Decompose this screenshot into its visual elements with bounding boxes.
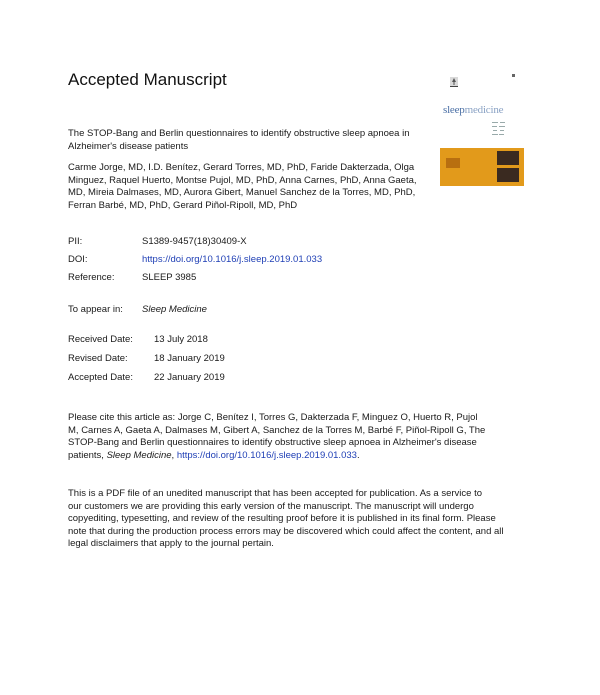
pii-value: S1389-9457(18)30409-X [142, 236, 247, 247]
reference-label: Reference: [68, 272, 115, 283]
accepted-row [68, 372, 225, 384]
disclaimer-line: note that during the production process errors may be discovered which could affect the content, and all [68, 525, 504, 537]
citation-journal: Sleep Medicine [106, 449, 172, 461]
author-list [68, 162, 428, 212]
citation-comma: , [171, 449, 177, 461]
citation-doi-link[interactable]: https://doi.org/10.1016/j.sleep.2019.01.033 [176, 449, 357, 461]
citation-line: Please cite this article as: Jorge C, Benítez I, Torres G, Dakterzada F, Minguez O, Huerto R, Pujol [68, 412, 478, 423]
received-value: 13 July 2018 [154, 334, 208, 345]
doi-link[interactable]: https://doi.org/10.1016/j.sleep.2019.01.033 [142, 254, 323, 265]
citation-line: M, Carnes A, Gaeta A, Dalmases M, Gibert A, Sanchez de la Torres M, Barbé F, Piñol-Ripoll G, The [68, 424, 486, 436]
pii-row [68, 236, 247, 248]
elsevier-tree-icon [449, 76, 459, 88]
author-line: Carme Jorge, MD, I.D. Benítez, Gerard Torres, MD, PhD, Faride Dakterzada, Olga [68, 162, 415, 173]
doi-row [68, 254, 322, 266]
author-line: Ferran Barbé, MD, PhD, Gerard Piñol-Ripoll, MD, PhD [68, 199, 298, 211]
cover-fineprint-icon [492, 121, 506, 139]
cover-wordmark-sleep: sleep [443, 104, 465, 116]
received-label: Received Date: [68, 334, 133, 345]
journal-name: Sleep Medicine [142, 304, 207, 315]
doi-label: DOI: [68, 254, 88, 265]
cover-dot [512, 74, 515, 77]
disclaimer-line: legal disclaimers that apply to the journal pertain. [68, 538, 274, 550]
page-title: Accepted Manuscript [68, 70, 227, 89]
accepted-value: 22 January 2019 [154, 372, 225, 383]
reference-value: SLEEP 3985 [142, 272, 197, 283]
citation-prefix: patients, [68, 449, 107, 461]
appear-label: To appear in: [68, 304, 123, 315]
article-title-line: Alzheimer's disease patients [68, 140, 189, 152]
revised-value: 18 January 2019 [154, 353, 225, 364]
reference-row [68, 272, 196, 284]
citation-paragraph [68, 412, 536, 462]
citation-line [68, 450, 536, 463]
citation-period: . [356, 449, 360, 461]
cover-photo [446, 158, 460, 168]
accepted-label: Accepted Date: [68, 372, 133, 383]
pii-label: PII: [68, 236, 83, 247]
appear-row [68, 304, 207, 316]
disclaimer-line: our customers we are providing this early version of the manuscript. The manuscript will undergo [68, 500, 474, 512]
disclaimer-paragraph [68, 488, 540, 551]
received-row [68, 334, 208, 346]
author-line: MD, Mireia Dalmases, MD, Aurora Gibert, Manuel Sanchez de la Torres, MD, PhD, [68, 187, 416, 199]
citation-line: STOP-Bang and Berlin questionnaires to identify obstructive sleep apnoea in Alzheimer's disease [68, 437, 477, 449]
article-title [68, 128, 418, 153]
author-line: Minguez, Raquel Huerto, Montse Pujol, MD, PhD, Anna Carnes, PhD, Anna Gaeta, [68, 174, 417, 186]
revised-row [68, 353, 225, 365]
cover-photo [497, 151, 519, 165]
cover-photo [497, 168, 519, 182]
disclaimer-line: This is a PDF file of an unedited manuscript that has been accepted for publication. As a service to [68, 488, 483, 499]
revised-label: Revised Date: [68, 353, 128, 364]
cover-wordmark-medicine: medicine [464, 104, 504, 116]
disclaimer-line: copyediting, typesetting, and review of the resulting proof before it is published in its final form. Please [68, 513, 496, 525]
article-title-line: The STOP-Bang and Berlin questionnaires to identify obstructive sleep apnoea in [68, 128, 410, 139]
cover-wordmark [443, 104, 503, 116]
